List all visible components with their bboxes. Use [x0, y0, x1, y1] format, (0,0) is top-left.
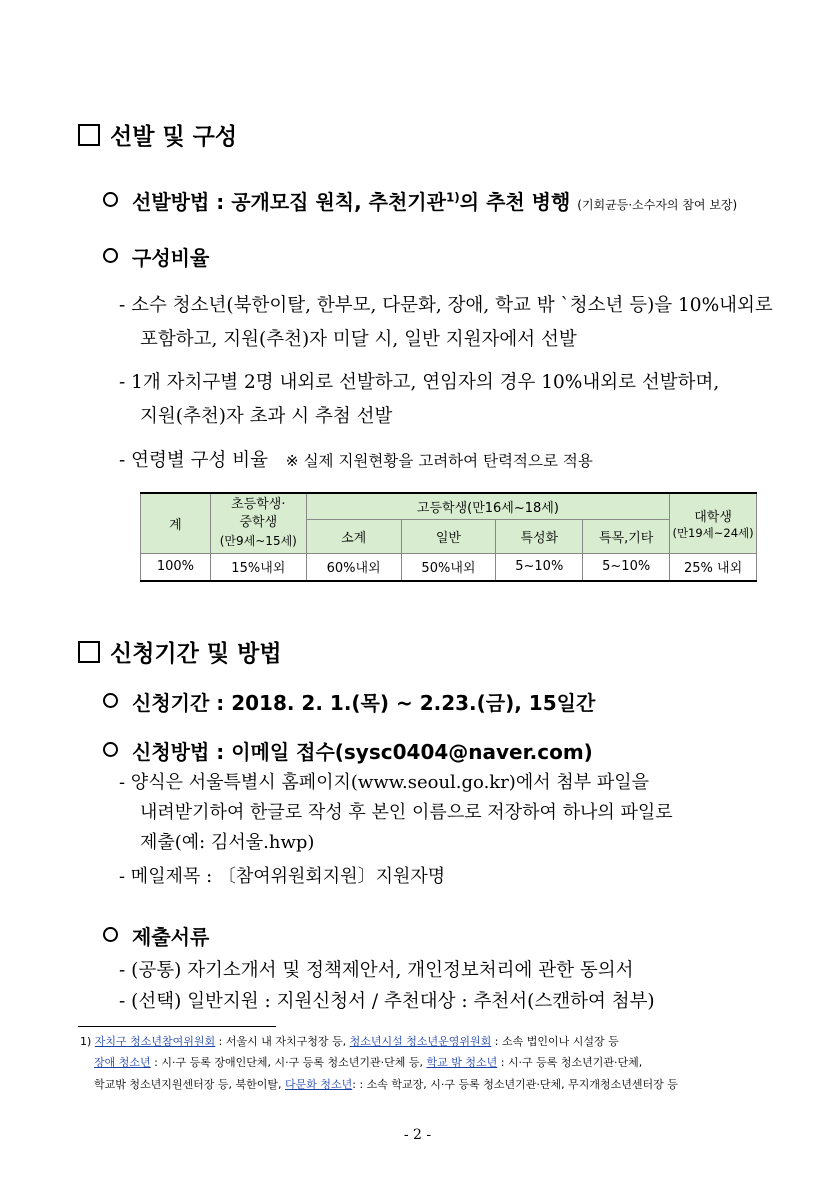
selection-method-line: 선발방법 : 공개모집 원칙, 추천기관$^{1)}$의 추천 병행 (기회균등·소수자의 참여 보장)	[103, 186, 737, 215]
circle-bullet-icon	[103, 192, 118, 207]
application-method: 신청방법 : 이메일 접수(sysc0404@naver.com)	[103, 736, 593, 765]
documents-common: - (공통) 자기소개서 및 정책제안서, 개인정보처리에 관한 동의서	[119, 960, 634, 981]
documents-optional: - (선택) 일반지원 : 지원신청서 / 추천대상 : 추천서(스캔하여 첨부)	[119, 991, 655, 1012]
circle-bullet-icon	[103, 742, 118, 757]
composition-item-1-line-2: 포함하고, 지원(추천)자 미달 시, 일반 지원자에서 선발	[140, 329, 577, 350]
checkbox-square-icon	[78, 641, 100, 663]
table-cell: 100%	[141, 553, 211, 581]
footnote-line-1: 1) 자치구 청소년참여위원회 : 서울시 내 자치구청장 등, 청소년시설 청소년운영위원회 : 소속 법인이나 시설장 등	[80, 1035, 619, 1048]
circle-bullet-icon	[103, 927, 118, 942]
table-cell: 50%내외	[401, 553, 496, 581]
footnote-divider	[78, 1026, 276, 1027]
table-row	[141, 553, 757, 581]
header-high-school: 고등학생(만16세~18세)	[306, 493, 669, 519]
section-heading-application: 신청기간 및 방법	[78, 635, 282, 668]
composition-item-2-line-2: 지원(추천)자 초과 시 추첨 선발	[140, 406, 393, 427]
footnote-line-3: 학교밖 청소년지원센터장 등, 북한이탈, 다문화 청소년: : 소속 학교장, 시·구 등록 청소년기관·단체, 무지개청소년센터장 등	[94, 1078, 678, 1091]
age-ratio-table	[140, 492, 757, 582]
table-header-row	[141, 493, 757, 519]
composition-item-1-line-1: - 소수 청소년(북한이탈, 한부모, 다문화, 장애, 학교 밖 `청소년 등)을 10%내외로	[119, 295, 773, 316]
header-vocational: 특성화	[496, 519, 583, 553]
footnote-line-2: 장애 청소년 : 시·구 등록 장애인단체, 시·구 등록 청소년기관·단체 등, 학교 밖 청소년 : 시·구 등록 청소년기관·단체,	[94, 1056, 643, 1069]
header-subtotal: 소계	[306, 519, 401, 553]
page-number: - 2 -	[403, 1127, 432, 1143]
header-general: 일반	[401, 519, 496, 553]
header-elementary: 초등학생· 중학생 (만9세~15세)	[210, 493, 306, 553]
header-university: 대학생 (만19세~24세)	[670, 493, 757, 553]
method-detail-line-2: 내려받기하여 한글로 작성 후 본인 이름으로 저장하여 하나의 파일로	[140, 802, 673, 823]
table-cell: 15%내외	[210, 553, 306, 581]
composition-heading: 구성비율	[103, 242, 209, 271]
method-note: (기회균등·소수자의 참여 보장)	[577, 198, 738, 212]
checkbox-square-icon	[78, 124, 100, 146]
method-detail-line-1: - 양식은 서울특별시 홈페이지(www.seoul.go.kr)에서 첨부 파일을	[119, 772, 649, 793]
table-cell: 5~10%	[583, 553, 670, 581]
table-cell: 60%내외	[306, 553, 401, 581]
mail-subject-line: - 메일제목 : 〔참여위원회지원〕지원자명	[119, 866, 446, 887]
circle-bullet-icon	[103, 248, 118, 263]
header-special: 특목,기타	[583, 519, 670, 553]
table-cell: 25% 내외	[670, 553, 757, 581]
documents-heading: 제출서류	[103, 921, 209, 950]
method-detail-line-3: 제출(예: 김서울.hwp)	[140, 832, 315, 853]
table-cell: 5~10%	[496, 553, 583, 581]
application-period: 신청기간 : 2018. 2. 1.(목) ~ 2.23.(금), 15일간	[103, 687, 595, 716]
header-total: 계	[141, 493, 211, 553]
circle-bullet-icon	[103, 693, 118, 708]
composition-item-2-line-1: - 1개 자치구별 2명 내외로 선발하고, 연임자의 경우 10%내외로 선발하며,	[119, 372, 720, 393]
section-heading-selection: 선발 및 구성	[78, 118, 237, 151]
composition-item-3: - 연령별 구성 비율 ※ 실제 지원현황을 고려하여 탄력적으로 적용	[119, 450, 593, 471]
